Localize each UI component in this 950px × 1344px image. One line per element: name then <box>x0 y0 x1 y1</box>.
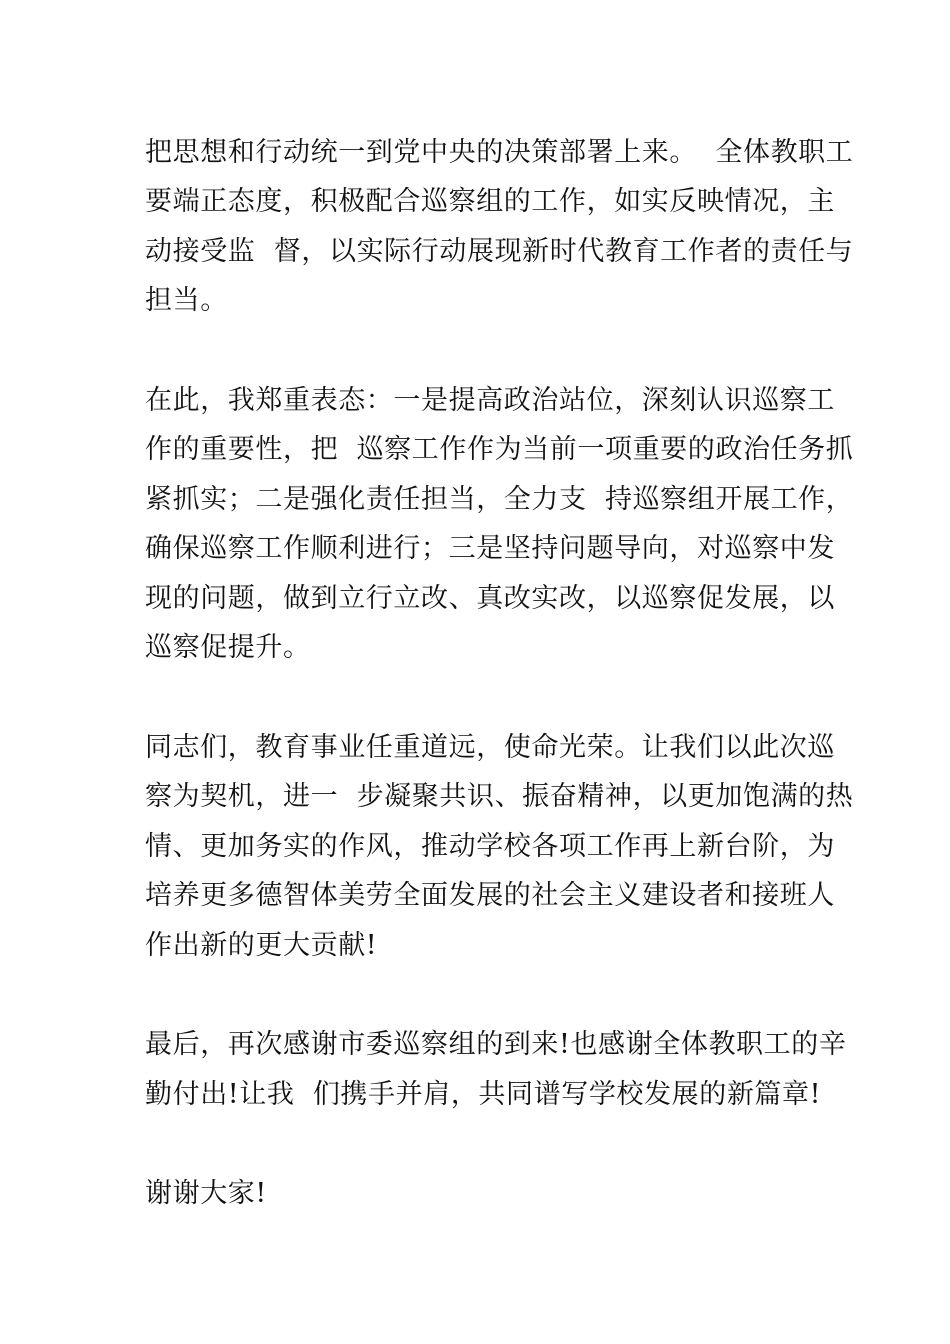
paragraph-line: 同志们，教育事业任重道远，使命光荣。让我们以此次巡 <box>145 732 835 763</box>
paragraph-line: 情、更加务实的作风，推动学校各项工作再上新台阶，为 <box>145 831 835 862</box>
paragraph-line: 察为契机，进一 步凝聚共识、振奋精神，以更加饱满的热 <box>145 781 854 812</box>
paragraph-line: 要端正态度，积极配合巡察组的工作，如实反映情况，主 <box>145 186 835 217</box>
paragraph-line: 勤付出!让我 们携手并肩，共同谱写学校发展的新篇章! <box>145 1079 822 1110</box>
paragraph-line: 动接受监 督，以实际行动展现新时代教育工作者的责任与 <box>145 236 854 267</box>
paragraph-line: 把思想和行动统一到党中央的决策部署上来。 全体教职工 <box>145 137 854 168</box>
paragraph-line: 确保巡察工作顺利进行；三是坚持问题导向，对巡察中发 <box>145 533 835 564</box>
closing-line: 谢谢大家! <box>145 1178 267 1209</box>
paragraph-line: 担当。 <box>145 285 228 316</box>
paragraph-line: 作出新的更大贡献! <box>145 930 378 961</box>
paragraph-line: 培养更多德智体美劳全面发展的社会主义建设者和接班人 <box>145 880 835 911</box>
paragraph-line: 现的问题，做到立行立改、真改实改，以巡察促发展，以 <box>145 583 835 614</box>
paragraph-line: 最后，再次感谢市委巡察组的到来!也感谢全体教职工的辛 <box>145 1029 847 1060</box>
paragraph-line: 在此，我郑重表态：一是提高政治站位，深刻认识巡察工 <box>145 385 835 416</box>
paragraph-line: 作的重要性，把 巡察工作作为当前一项重要的政治任务抓 <box>145 434 854 465</box>
paragraph-line: 紧抓实；二是强化责任担当，全力支 持巡察组开展工作， <box>145 484 854 515</box>
paragraph-line: 巡察促提升。 <box>145 632 311 663</box>
